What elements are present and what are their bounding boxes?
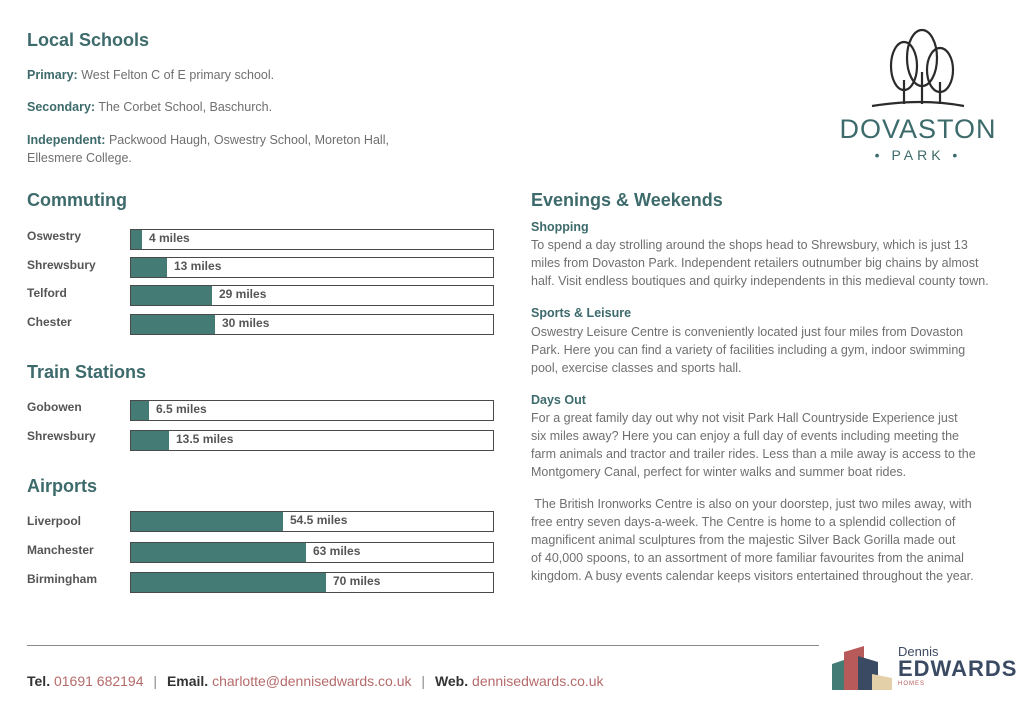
logo-name: DOVASTON [839, 114, 997, 144]
tel-link[interactable]: 01691 682194 [53, 673, 144, 689]
footer-divider [27, 645, 819, 646]
airport-bar-value: 63 miles [313, 544, 361, 558]
days-line: farm animals and tractor and trailer rides. Less than a mile away is access to the [531, 447, 976, 461]
commute-bar-fill [131, 315, 215, 334]
shopping-line: half. Visit endless boutiques and quirky independents in this medieval county town. [531, 274, 989, 288]
ironworks-line: free entry seven days-a-week. The Centre is home to a splendid collection of [531, 515, 956, 529]
days-line: Montgomery Canal, perfect for winter walks and summer boat rides. [531, 465, 907, 479]
independent-label: Independent: [27, 133, 106, 147]
email-label: Email. [166, 673, 209, 689]
schools-primary [27, 66, 274, 84]
airport-label: Liverpool [27, 514, 82, 528]
train-bar [130, 400, 494, 421]
commute-bar-fill [131, 286, 212, 305]
days-title: Days Out [531, 393, 586, 407]
sports-title: Sports & Leisure [531, 306, 632, 320]
commute-bar-fill [131, 258, 167, 277]
commute-label: Shrewsbury [27, 258, 96, 272]
shopping-line: To spend a day strolling around the shops head to Shrewsbury, which is just 13 [531, 238, 968, 252]
train-bar-fill [131, 431, 169, 450]
dovaston-logo [830, 28, 1006, 168]
ironworks-line: The British Ironworks Centre is also on your doorstep, just two miles away, with [531, 497, 972, 511]
ironworks-line: magnificent animal sculptures from the majestic Silver Back Gorilla made out [531, 533, 956, 547]
shopping-title: Shopping [531, 220, 589, 234]
commute-bar [130, 229, 494, 250]
primary-label: Primary: [27, 68, 78, 82]
commute-bar [130, 285, 494, 306]
brand-small: HOMES [898, 681, 926, 687]
airport-label: Manchester [27, 543, 94, 557]
ironworks-line: kingdom. A busy events calendar keeps visitors entertained throughout the year. [531, 569, 974, 583]
airport-bar [130, 542, 494, 563]
logo-sub: • PARK • [874, 147, 962, 163]
trees-icon [830, 28, 1006, 110]
commute-bar-fill [131, 230, 142, 249]
buildings-icon [832, 644, 894, 690]
schools-secondary [27, 98, 272, 116]
airport-bar-fill [131, 543, 306, 562]
evenings-title: Evenings & Weekends [531, 190, 723, 210]
shopping-line: miles from Dovaston Park. Independent retailers outnumber big chains by almost [531, 256, 979, 270]
web-link[interactable]: dennisedwards.co.uk [472, 673, 604, 689]
airport-bar [130, 511, 494, 532]
train-bar-fill [131, 401, 149, 420]
commute-bar-value: 13 miles [174, 259, 222, 273]
commute-label: Telford [27, 286, 67, 300]
airport-bar [130, 572, 494, 593]
airport-bar-value: 70 miles [333, 574, 381, 588]
dennis-edwards-logo [832, 644, 1018, 690]
brand-main: EDWARDS [898, 656, 1018, 681]
tel-label: Tel. [27, 673, 51, 689]
train-bar-value: 6.5 miles [156, 402, 207, 416]
brand-top: Dennis [898, 644, 939, 659]
train-bar-value: 13.5 miles [176, 432, 234, 446]
trains-title: Train Stations [27, 362, 147, 382]
days-text [531, 409, 1006, 481]
primary-value: West Felton C of E primary school. [81, 68, 275, 82]
secondary-label: Secondary: [27, 100, 96, 114]
sports-line: Park. Here you can find a variety of facilities including a gym, indoor swimming [531, 343, 966, 357]
web-label: Web. [434, 673, 469, 689]
independent-value-2: Ellesmere College. [27, 151, 132, 165]
sports-line: Oswestry Leisure Centre is conveniently located just four miles from Dovaston [531, 325, 964, 339]
footer-separator: | [421, 673, 426, 689]
airport-bar-fill [131, 573, 326, 592]
train-label: Shrewsbury [27, 429, 96, 443]
secondary-value: The Corbet School, Baschurch. [98, 100, 273, 114]
footer-contact [27, 673, 604, 689]
train-bar [130, 430, 494, 451]
ironworks-line: of 40,000 spoons, to an assortment of more familiar favourites from the animal [531, 551, 964, 565]
commute-bar-value: 29 miles [219, 287, 267, 301]
commute-label: Oswestry [27, 229, 82, 243]
commute-label: Chester [27, 315, 72, 329]
schools-independent [27, 131, 389, 167]
commute-bar [130, 257, 494, 278]
shopping-text [531, 236, 1006, 290]
commute-bar-value: 4 miles [149, 231, 190, 245]
commute-bar [130, 314, 494, 335]
days-line: For a great family day out why not visit Park Hall Countryside Experience just [531, 411, 958, 425]
airport-label: Birmingham [27, 572, 98, 586]
days-line: six miles away? Here you can enjoy a full day of events including meeting the [531, 429, 960, 443]
email-link[interactable]: charlotte@dennisedwards.co.uk [212, 673, 412, 689]
airports-title: Airports [27, 476, 98, 496]
train-label: Gobowen [27, 400, 82, 414]
commute-bar-value: 30 miles [222, 316, 270, 330]
sports-text [531, 323, 1006, 377]
footer-separator: | [153, 673, 158, 689]
independent-value-1: Packwood Haugh, Oswestry School, Moreton Hall, [108, 133, 389, 147]
sports-line: pool, exercise classes and sports hall. [531, 361, 742, 375]
ironworks-text [531, 495, 1006, 585]
commuting-title: Commuting [27, 190, 127, 210]
airport-bar-value: 54.5 miles [290, 513, 348, 527]
schools-title: Local Schools [27, 30, 150, 50]
airport-bar-fill [131, 512, 283, 531]
